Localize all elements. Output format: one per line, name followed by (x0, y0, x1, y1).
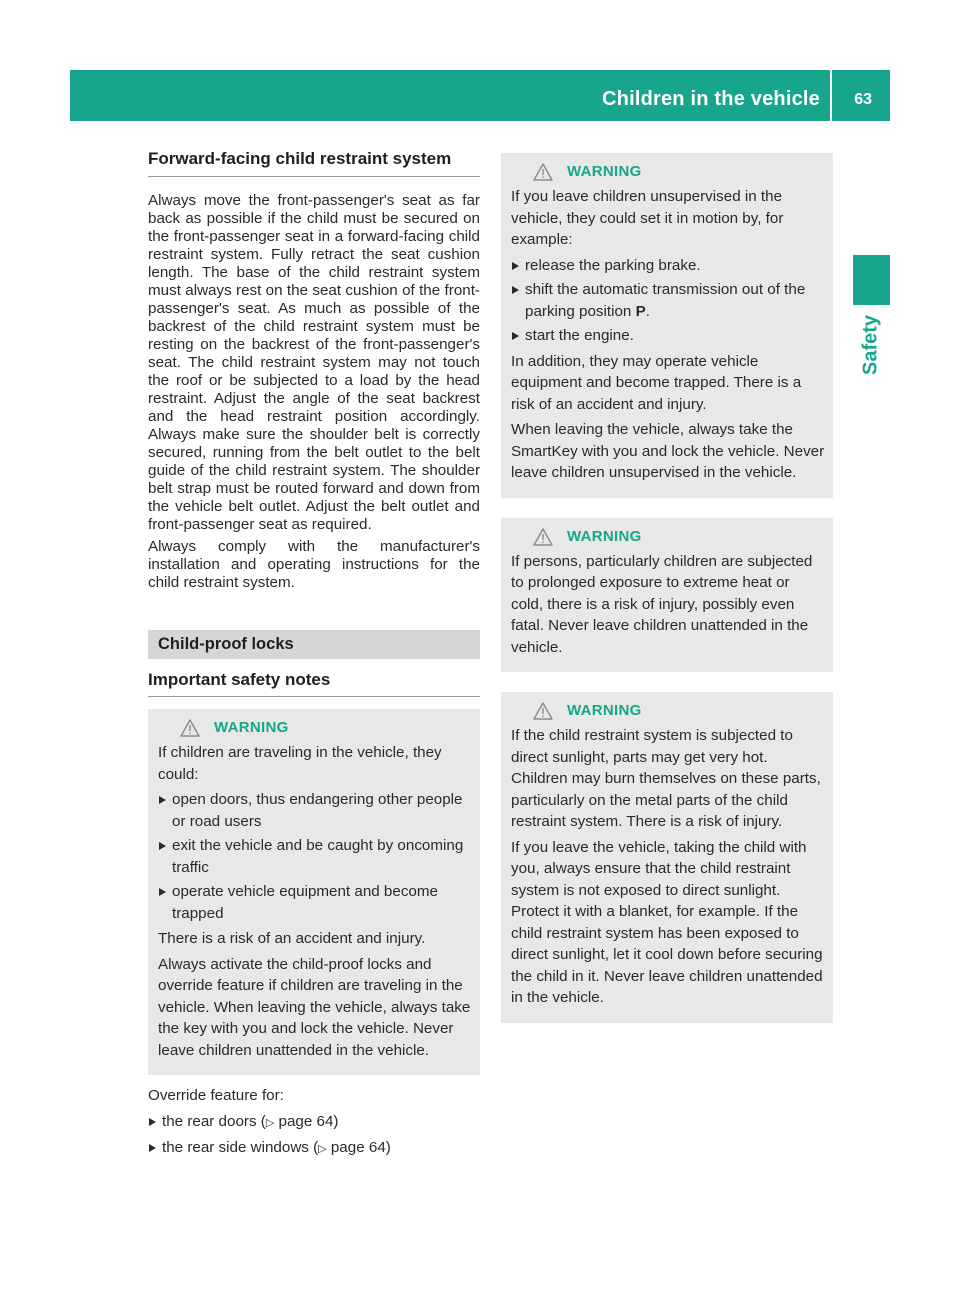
list-item (148, 1111, 480, 1135)
warning-text: If the child restraint system is subjected to direct sunlight, parts may get very hot. Children may burn themselves on these parts, particularly on the metal parts of the child restraint system. There is a risk of injury. (511, 727, 821, 830)
override-list (148, 1111, 480, 1161)
page-title: Children in the vehicle (602, 88, 820, 110)
header-bar (70, 70, 890, 121)
warning-text: If you leave children unsupervised in the vehicle, they could set it in motion by, for example: (511, 188, 784, 248)
warning-box (501, 692, 833, 1023)
page-ref-arrow-icon: ▷ (318, 1143, 327, 1155)
right-column (501, 153, 833, 1023)
list-item (511, 279, 825, 322)
page-number: 63 (854, 91, 872, 108)
override-label: Override feature for: (148, 1087, 284, 1104)
list-item: release the parking brake. (511, 255, 825, 277)
subsection-title: Important safety notes (148, 671, 480, 697)
chapter-heading: Child-proof locks (148, 630, 480, 659)
warning-triangle-icon (533, 528, 553, 546)
header-divider (830, 70, 832, 121)
warning-box (501, 518, 833, 673)
warning-triangle-icon (533, 163, 553, 181)
warning-label: WARNING (567, 702, 642, 719)
warning-triangle-icon (533, 702, 553, 720)
list-item: exit the vehicle and be caught by oncoming traffic (158, 835, 472, 878)
warning-list (158, 789, 472, 924)
warning-header (511, 161, 825, 183)
warning-header (511, 700, 825, 722)
list-item (148, 1137, 480, 1161)
list-item-text: shift the automatic transmission out of the parking position (525, 281, 806, 320)
body-paragraph: Always comply with the manufacturer's installation and operating instructions for the child restraint system. (148, 538, 480, 591)
section-tab-label: Safety (859, 314, 882, 376)
warning-triangle-icon (180, 719, 200, 737)
body-paragraph: Always move the front-passenger's seat as far back as possible if the child must be secured on the front-passenger seat in a forward-facing child restraint system. Fully retract the seat cushion length. The base of the child restraint system must always rest on the seat cushion of the front-passenger's seat. As much as possible of the backrest of the child restraint system must be resting on the backrest of the front-passenger's seat. The child restraint system may not touch the roof or be subjected to a load by the head restraint. Adjust the angle of the seat backrest and the head restraint position accordingly. Always make sure the shoulder belt is correctly secured, running from the belt outlet to the belt guide of the child restraint system. The shoulder belt strap must be routed forward and down from the vehicle belt outlet. Adjust the belt outlet and front-passenger seat as required. (148, 192, 480, 533)
warning-label: WARNING (567, 163, 642, 180)
warning-text: If you leave the vehicle, taking the child with you, always ensure that the child restraint system is not exposed to direct sunlight. Protect it with a blanket, for example. If the child restraint system has been exposed to direct sunlight, let it cool down before securing the child in it. Never leave children unattended in the vehicle. (511, 838, 823, 1006)
warning-label: WARNING (214, 719, 289, 736)
warning-header (158, 717, 472, 739)
section-tab (853, 255, 890, 305)
list-item: open doors, thus endangering other people or road users (158, 789, 472, 832)
list-item-text: the rear doors ( (162, 1112, 266, 1130)
warning-text: If persons, particularly children are subjected to prolonged exposure to extreme heat or cold, there is a risk of injury, possibly even fatal. Never leave children unattended in the vehicle. (511, 552, 813, 656)
warning-text: Always activate the child-proof locks and override feature if children are traveling in the vehicle. When leaving the vehicle, always take the key with you and lock the vehicle. Never leave children unattended in the vehicle. (158, 955, 471, 1059)
list-item: start the engine. (511, 325, 825, 347)
list-item-text: the rear side windows ( (162, 1139, 319, 1156)
page-ref-link[interactable]: page 64) (326, 1139, 391, 1156)
warning-text: In addition, they may operate vehicle equipment and become trapped. There is a risk of an accident and injury. (511, 352, 802, 413)
page-ref-arrow-icon: ▷ (265, 1116, 275, 1129)
warning-label: WARNING (567, 527, 642, 545)
warning-header (511, 526, 825, 548)
warning-box (501, 153, 833, 498)
warning-list (511, 255, 825, 347)
warning-text: There is a risk of an accident and injury. (158, 930, 426, 947)
page-ref-link[interactable]: page 64) (274, 1112, 339, 1130)
warning-text: When leaving the vehicle, always take the SmartKey with you and lock the vehicle. Never leave children unsupervised in the vehicle. (511, 421, 825, 481)
list-item: operate vehicle equipment and become trapped (158, 881, 472, 924)
gear-position-label: P (635, 302, 646, 320)
warning-text: If children are traveling in the vehicle, they could: (158, 744, 442, 783)
warning-box (148, 709, 480, 1075)
section-title: Forward-facing child restraint system (148, 150, 480, 177)
left-column (148, 150, 480, 1165)
override-section (148, 1085, 480, 1161)
list-item-end: . (645, 302, 650, 320)
